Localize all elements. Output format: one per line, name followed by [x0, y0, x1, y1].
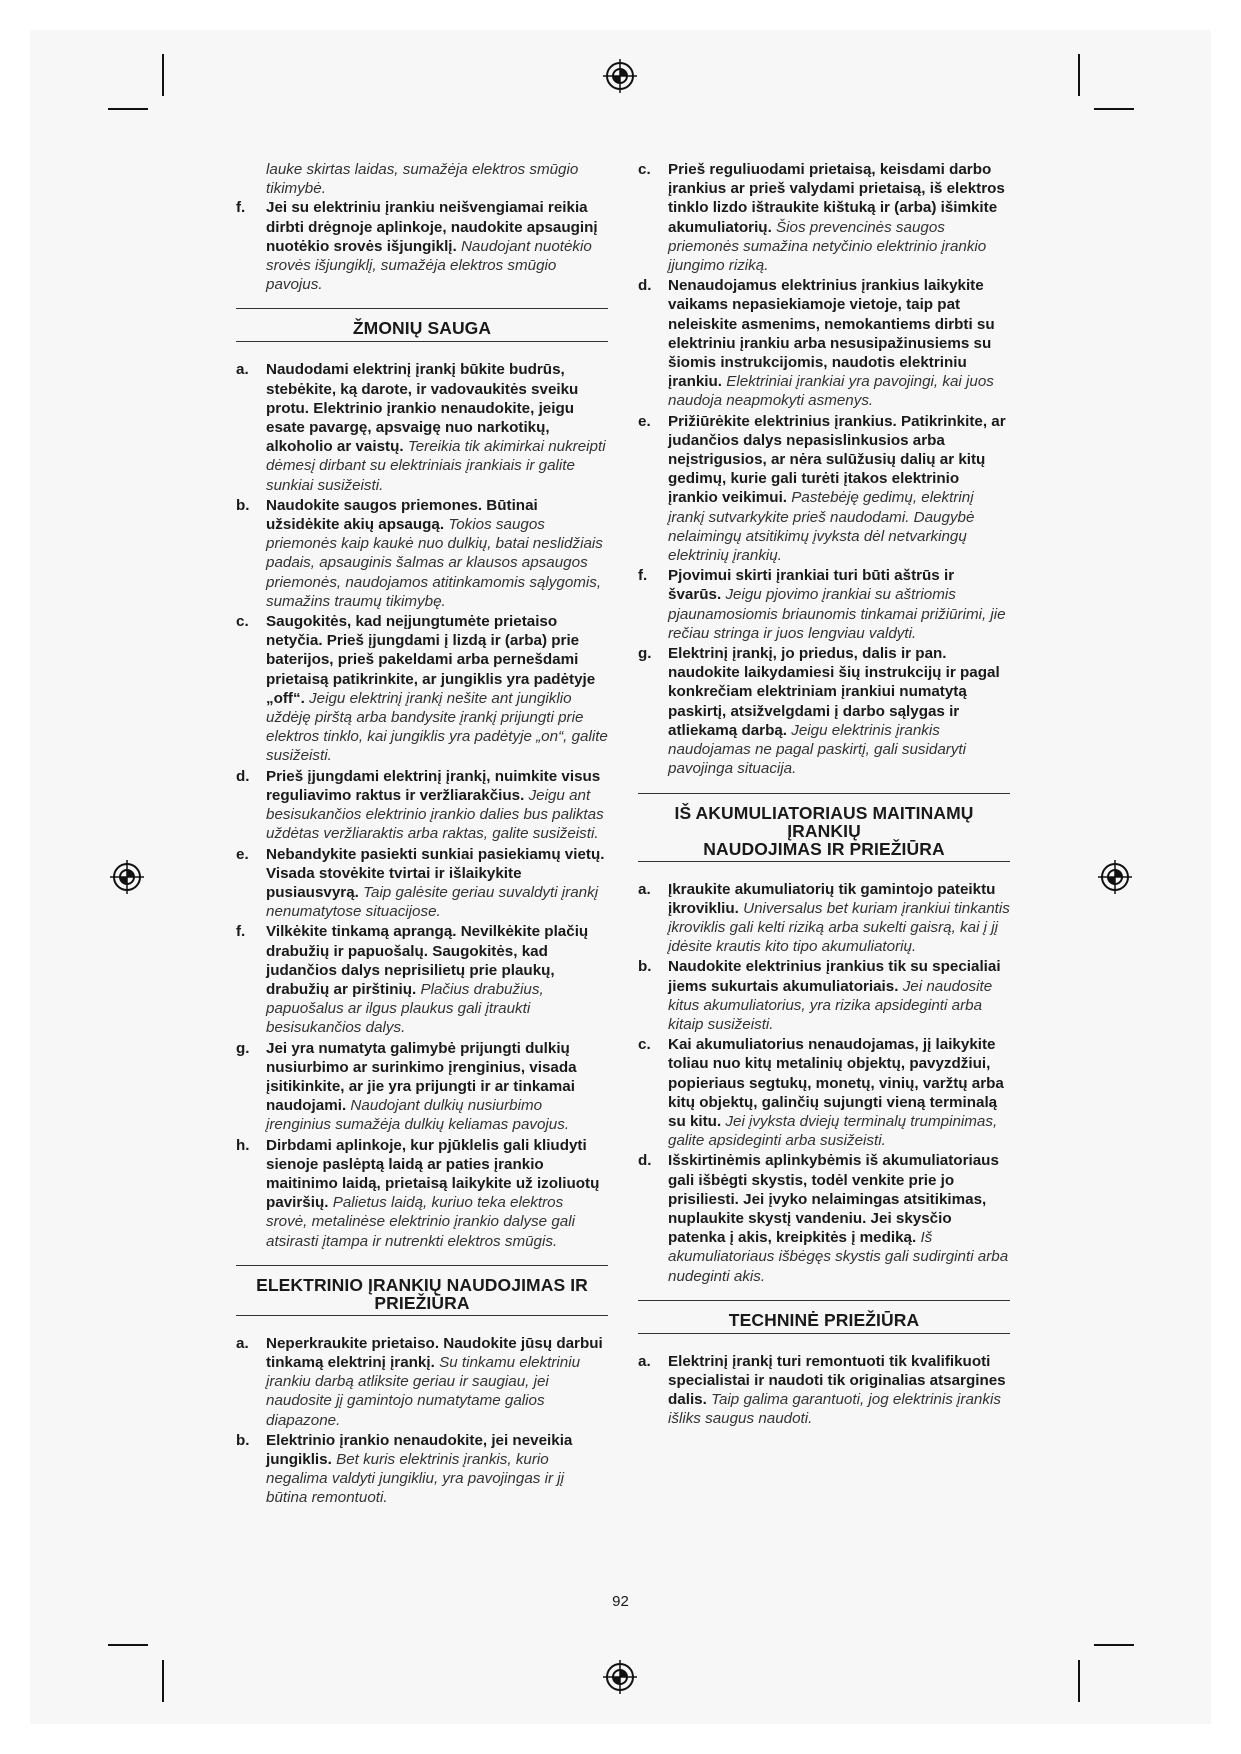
item-text: Naudokite saugos priemones. Būtinai užsidėkite akių apsaugą. Tokios saugos priemonės kaip kaukė nuo dulkių, batai neslidžiais padais, apsauginis šalmas ar klausos apsaugos priemonės, naudojamos atitinkamomis sąlygomis, sumažins traumų tikimybę.	[266, 496, 603, 610]
item-label: f.	[236, 199, 246, 217]
item-label: a.	[638, 1352, 651, 1370]
item-text: Naudokite elektrinius įrankius tik su specialiai jiems sukurtais akumuliatoriais. Jei naudosite kitus akumuliatorius, yra rizika apsideginti arba kitaip susižeisti.	[668, 958, 1001, 1033]
item-label: f.	[638, 567, 648, 585]
item-text: Elektrinio įrankio nenaudokite, jei neveikia jungiklis. Bet kuris elektrinis įrankis, kurio negalima valdyti jungikliu, yra pavojingas ir jį būtina remontuoti.	[266, 1431, 573, 1507]
item-text: Prieš reguliuodami prietaisą, keisdami darbo įrankius ar prieš valydami prietaisą, iš elektros tinklo lizdo ištraukite kištuką ir (arba) išimkite akumuliatorių. Šios prevencinės saugos priemonės sumažina netyčinio elektrinio įrankio įjungimo riziką.	[668, 161, 1005, 275]
heading-line: NAUDOJIMAS IR PRIEŽIŪRA	[703, 838, 945, 859]
list-item	[236, 198, 608, 294]
section-heading-tool-use-care	[236, 1265, 608, 1316]
item-label: a.	[236, 361, 249, 379]
item-text: Vilkėkite tinkamą aprangą. Nevilkėkite plačių drabužių ir papuošalų. Saugokitės, kad judančios dalys neprisilietų prie plaukų, drabužių ar pirštinių. Plačius drabužius, papuošalus ar ilgus plaukus gali įtraukti besisukančios dalys.	[266, 923, 589, 1037]
crop-mark	[1078, 1660, 1080, 1702]
list-item	[236, 1136, 608, 1251]
item-label: b.	[638, 958, 652, 976]
registration-mark-icon	[110, 860, 144, 894]
item-text: Neperkraukite prietaiso. Naudokite jūsų darbui tinkamą elektrinį įrankį. Su tinkamu elektriniu įrankiu darbą atliksite geriau ir saugiau, jei naudosite jį gamintojo numatytame galios diapazone.	[266, 1334, 603, 1429]
item-label: a.	[638, 880, 651, 898]
item-label: c.	[638, 1036, 651, 1054]
heading-line: IŠ AKUMULIATORIAUS MAITINAMŲ ĮRANKIŲ	[674, 802, 974, 841]
registration-mark-icon	[603, 1660, 637, 1694]
page-background	[30, 30, 1211, 1724]
section-heading-battery-tools	[638, 793, 1010, 862]
item-text: Elektrinį įrankį turi remontuoti tik kvalifikuoti specialistai ir naudoti tik originalias atsargines dalis. Taip galima garantuoti, jog elektrinis įrankis išliks saugus naudoti.	[668, 1352, 1006, 1428]
list-item	[236, 845, 608, 922]
list-item	[236, 612, 608, 766]
heading-line: ELEKTRINIO ĮRANKIŲ NAUDOJIMAS IR	[256, 1274, 588, 1295]
item-label: g.	[236, 1039, 250, 1057]
list-item	[236, 360, 608, 494]
item-text: Išskirtinėmis aplinkybėmis iš akumuliatoriaus gali išbėgti skystis, todėl venkite prie jo prisiliesti. Jei įvyko nelaimingas atsitikimas, nuplaukite skystį vandeniu. Jei skysčio patenka į akis, kreipkitės į mediką. Iš akumuliatoriaus išbėgęs skystis gali sudirginti arba nudeginti akis.	[668, 1152, 1009, 1285]
item-text: Jei su elektriniu įrankiu neišvengiamai reikia dirbti drėgnoje aplinkoje, naudokite apsauginį nuotėkio srovės išjungiklį. Naudojant nuotėkio srovės išjungiklį, sumažėja elektros smūgio pavojus.	[266, 199, 598, 294]
list-item	[236, 1334, 608, 1430]
item-label: a.	[236, 1334, 249, 1352]
item-label: c.	[236, 613, 249, 631]
item-label: e.	[236, 845, 249, 863]
item-label: d.	[638, 277, 652, 295]
list-item	[638, 412, 1010, 566]
list-item	[638, 160, 1010, 275]
list-item	[638, 880, 1010, 957]
registration-mark-icon	[603, 59, 637, 93]
item-label: g.	[638, 645, 652, 663]
item-text: Saugokitės, kad neįjungtumėte prietaiso netyčia. Prieš įjungdami į lizdą ir (arba) prie baterijos, prieš pakeldami arba pernešdami prietaisą patikrinkite, ar jungiklis yra padėtyje „off“. Jeigu elektrinį įrankį nešite ant jungiklio uždėję pirštą arba bandysite įrankį prijungti prie elektros tinklo, kai jungiklis yra padėtyje „on“, galite susižeisti.	[266, 613, 608, 765]
crop-mark	[1094, 1644, 1134, 1646]
list-item	[638, 1151, 1010, 1285]
item-label: b.	[236, 496, 250, 514]
list-item	[236, 1431, 608, 1508]
list-item	[638, 644, 1010, 778]
item-text: Prieš įjungdami elektrinį įrankį, nuimkite visus reguliavimo raktus ir veržliarakčius. Jeigu ant besisukančios elektrinio įrankio dalies bus paliktas uždėtas veržliaraktis arba raktas, galite susižeisti.	[266, 767, 604, 843]
crop-mark	[1094, 108, 1134, 110]
item-text: Nebandykite pasiekti sunkiai pasiekiamų vietų. Visada stovėkite tvirtai ir išlaikykite pusiausvyrą. Taip galėsite geriau suvaldyti įrankį nenumatytose situacijose.	[266, 845, 605, 921]
list-item	[638, 276, 1010, 410]
crop-mark	[162, 1660, 164, 1702]
item-text: Įkraukite akumuliatorių tik gamintojo pateiktu įkrovikliu. Universalus bet kuriam įrankiui tinkantis įkroviklis gali kelti riziką arba sukelti gaisrą, kai į jį įdėsite krautis kito tipo akumuliatorių.	[668, 880, 1010, 956]
item-label: e.	[638, 412, 651, 430]
item-text: Nenaudojamus elektrinius įrankius laikykite vaikams nepasiekiamoje vietoje, taip pat neleiskite asmenims, nemokantiems dirbti su elektriniu įrankiu arba nesusipažinusiems su šiomis instrukcijomis, naudotis elektriniu įrankiu. Elektriniai įrankiai yra pavojingi, kai juos naudoja neapmokyti asmenys.	[668, 277, 995, 410]
item-label: c.	[638, 161, 651, 178]
section-heading-service: TECHNINĖ PRIEŽIŪRA	[638, 1300, 1010, 1334]
list-item	[638, 566, 1010, 643]
item-text: Elektrinį įrankį, jo priedus, dalis ir pan. naudokite laikydamiesi šių instrukcijų ir pagal konkrečiam elektriniam įrankiui numatytą paskirtį, atsižvelgdami į darbo sąlygas ir atliekamą darbą. Jeigu elektrinis įrankis naudojamas ne pagal paskirtį, gali susidaryti pavojinga situacija.	[668, 645, 1000, 778]
item-text: Dirbdami aplinkoje, kur pjūklelis gali kliudyti sienoje paslėptą laidą ar paties įrankio maitinimo laidą, prietaisą laikykite už izoliuotų paviršių. Palietus laidą, kuriuo teka elektros srovė, metalinėse elektrinio įrankio dalyse gali atsirasti įtampa ir nutrenkti elektros smūgis.	[266, 1136, 600, 1250]
item-label: d.	[236, 767, 250, 785]
crop-mark	[108, 1644, 148, 1646]
list-item	[236, 496, 608, 611]
registration-mark-icon	[1098, 860, 1132, 894]
left-column	[236, 160, 608, 1509]
list-item	[236, 767, 608, 844]
list-item	[638, 1352, 1010, 1429]
list-item	[638, 1035, 1010, 1150]
item-label: b.	[236, 1431, 250, 1449]
item-text: Pjovimui skirti įrankiai turi būti aštrūs ir švarūs. Jeigu pjovimo įrankiai su aštriomis pjaunamosiomis briaunomis tinkamai prižiūrimi, jie rečiau stringa ir juos lengviau valdyti.	[668, 567, 1006, 642]
item-text: Kai akumuliatorius nenaudojamas, jį laikykite toliau nuo kitų metalinių objektų, pavyzdžiui, popieriaus segtukų, monetų, vinių, varžtų arba kitų objektų, galinčių sujungti vieną terminalą su kitu. Jei įvyksta dviejų terminalų trumpinimas, galite apsideginti arba susižeisti.	[668, 1036, 1004, 1150]
crop-mark	[1078, 54, 1080, 96]
item-label: d.	[638, 1152, 652, 1170]
page-number: 92	[612, 1593, 629, 1610]
item-text: Jei yra numatyta galimybė prijungti dulkių nusiurbimo ar surinkimo įrenginius, visada įsitikinkite, ar jie yra prijungti ir ar tinkamai naudojami. Naudojant dulkių nusiurbimo įrenginius sumažėja dulkių keliamas pavojus.	[266, 1039, 577, 1134]
item-label: f.	[236, 923, 246, 941]
item-text: Prižiūrėkite elektrinius įrankius. Patikrinkite, ar judančios dalys nepasislinkusios arba neįstrigusios, ar nėra sulūžusių dalių ar kitų gedimų, kurie gali turėti įtakos elektrinio įrankio veikimui. Pastebėję gedimų, elektrinį įrankį sutvarkykite prieš naudodami. Daugybė nelaimingų atsitikimų įvyksta dėl netvarkingų elektrinių įrankių.	[668, 412, 1006, 565]
list-item	[236, 922, 608, 1037]
crop-mark	[162, 54, 164, 96]
section-heading-personal-safety: ŽMONIŲ SAUGA	[236, 308, 608, 342]
crop-mark	[108, 108, 148, 110]
heading-line: PRIEŽIŪRA	[374, 1292, 470, 1313]
item-label: h.	[236, 1136, 250, 1154]
list-item	[638, 957, 1010, 1034]
list-item	[236, 1039, 608, 1135]
intro-continuation: lauke skirtas laidas, sumažėja elektros smūgio tikimybė.	[266, 161, 579, 198]
item-text: Naudodami elektrinį įrankį būkite budrūs, stebėkite, ką darote, ir vadovaukitės sveiku protu. Elektrinio įrankio nenaudokite, jeigu esate pavargę, apsvaigę nuo narkotikų, alkoholio ar vaistų. Tereikia tik akimirkai nukreipti dėmesį dirbant su elektriniais įrankiais ir galite sunkiai susižeisti.	[266, 361, 606, 494]
right-column	[638, 160, 1010, 1430]
